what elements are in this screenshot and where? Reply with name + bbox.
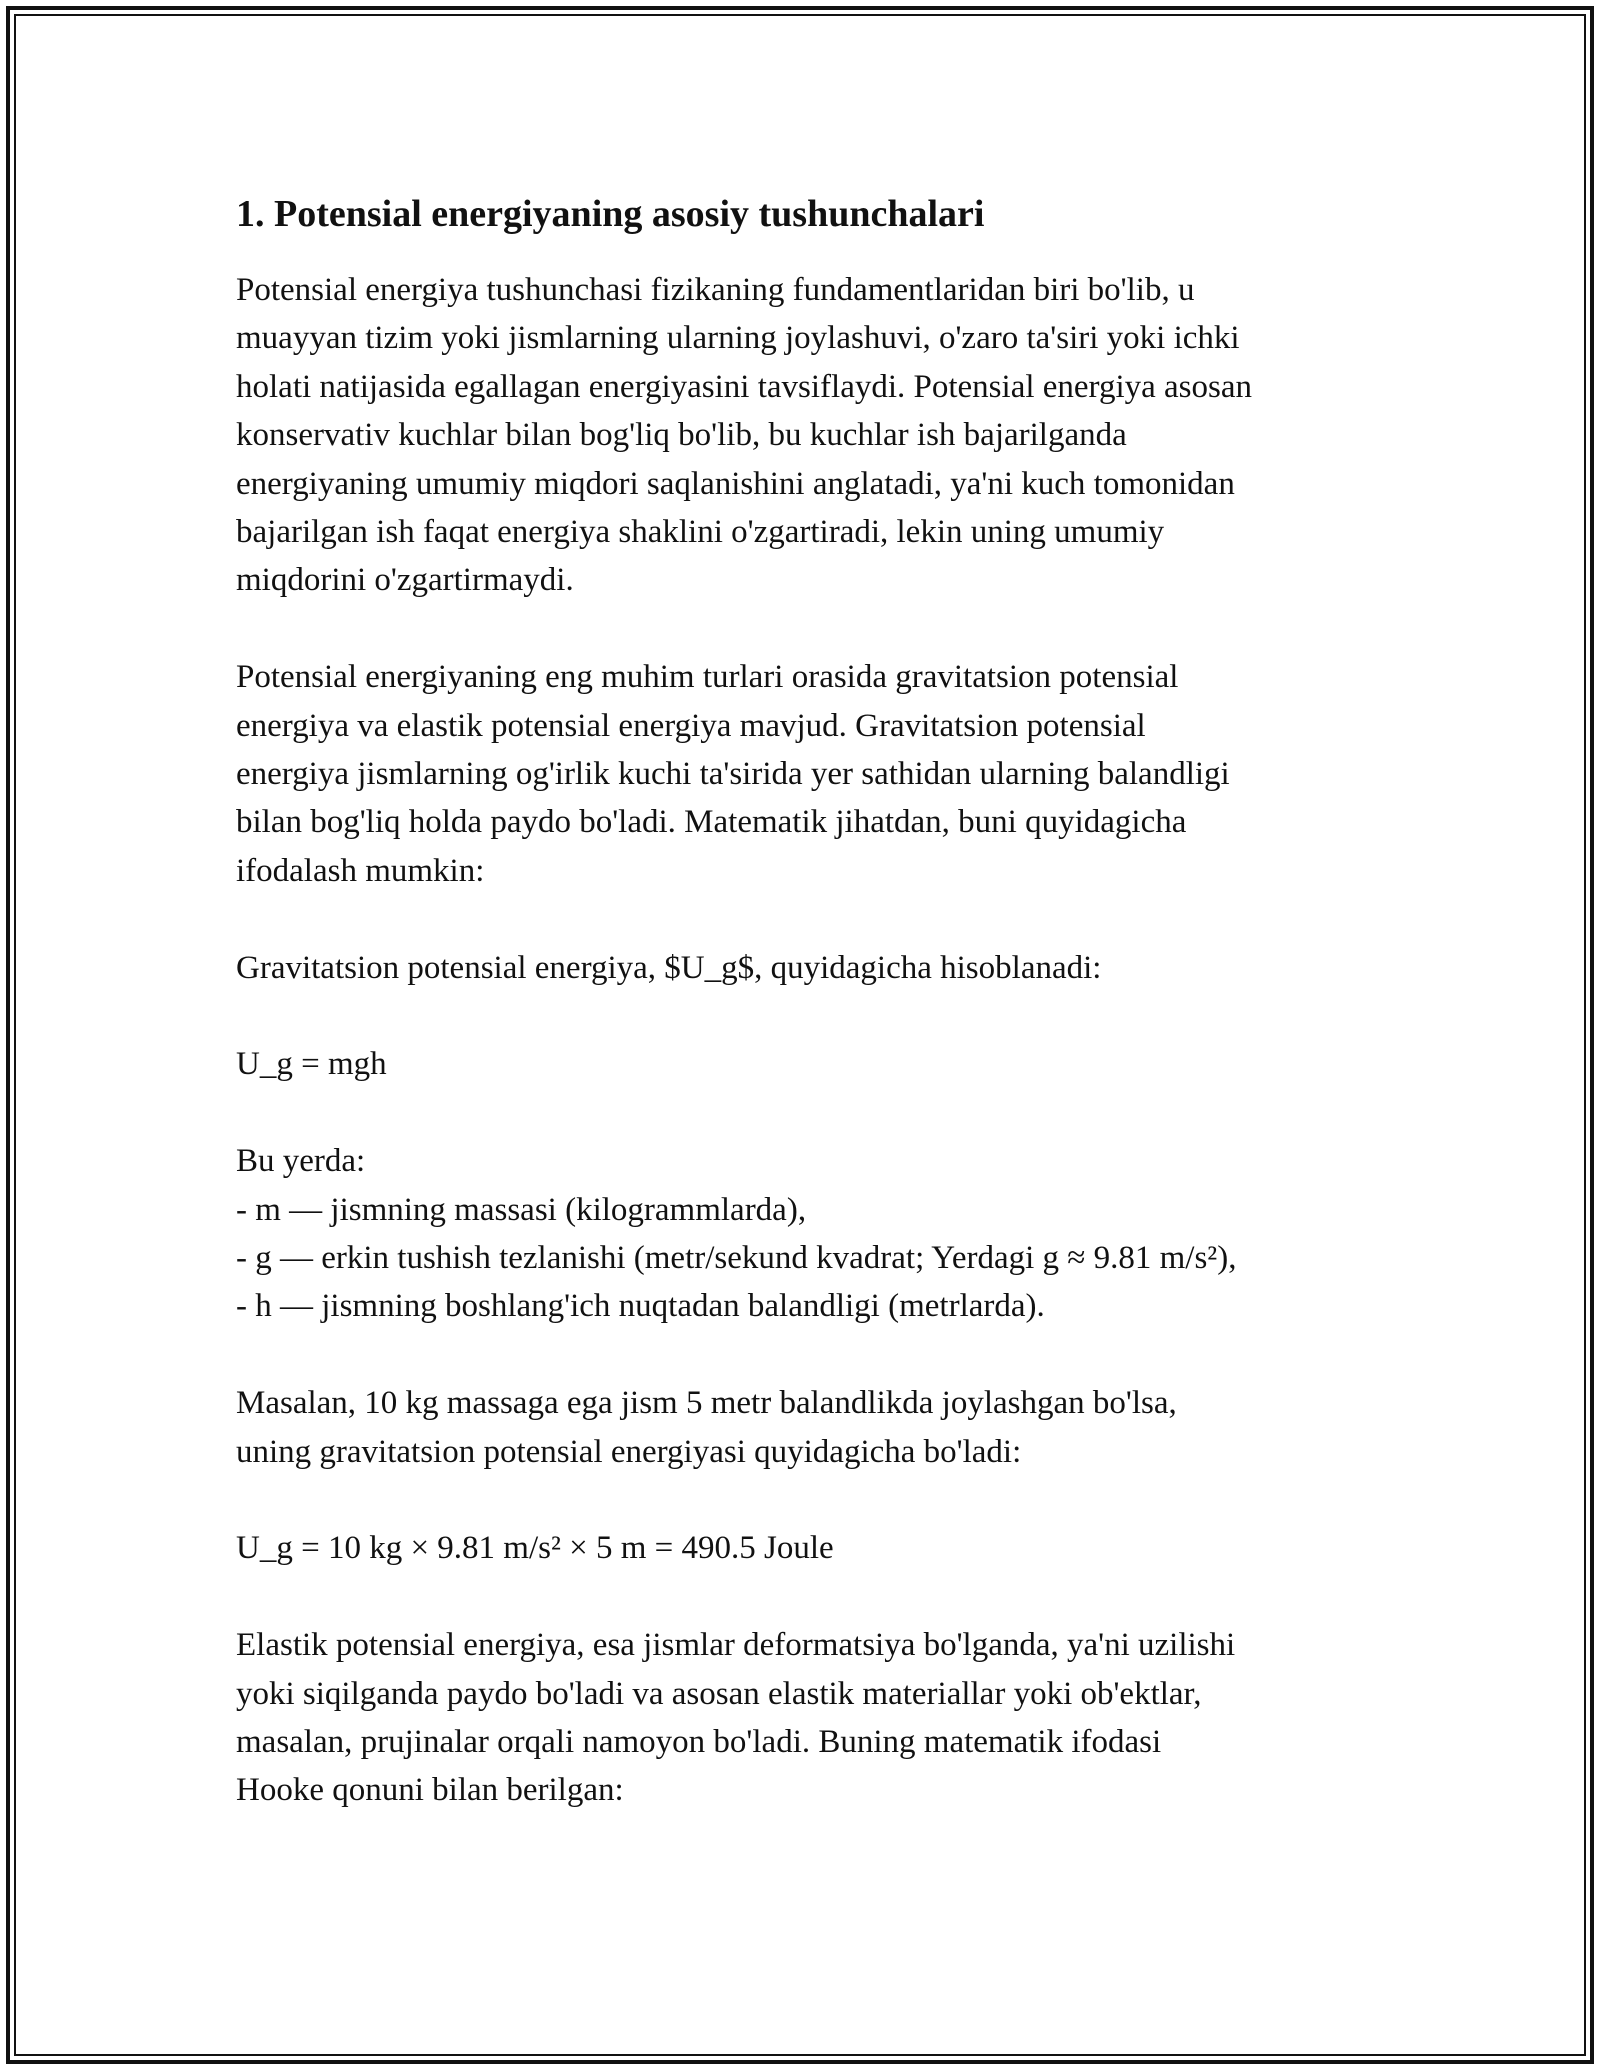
formula-example-result: U_g = 10 kg × 9.81 m/s² × 5 m = 490.5 Joule bbox=[236, 1530, 834, 1567]
paragraph-gap bbox=[236, 992, 1386, 1040]
document-body bbox=[236, 182, 1386, 1815]
paragraph-example: Masalan, 10 kg massaga ega jism 5 metr balandlikda joylashgan bo'lsa, uning gravitatsion potensial energiyasi quyidagicha bo'ladi: bbox=[236, 1385, 1177, 1470]
formula-gravitational: U_g = mgh bbox=[236, 1046, 387, 1083]
section-heading: 1. Potensial energiyaning asosiy tushunchalari bbox=[236, 193, 985, 235]
paragraph-gap bbox=[236, 1573, 1386, 1621]
paragraph-gap bbox=[236, 1331, 1386, 1379]
paragraph-formula-intro: Gravitatsion potensial energiya, $U_g$, quyidagicha hisoblanadi: bbox=[236, 949, 1102, 986]
paragraph-elastic: Elastik potensial energiya, esa jismlar deformatsiya bo'lganda, ya'ni uzilishi yoki siqilganda paydo bo'ladi va asosan elastik materiallar yoki ob'ektlar, masalan, prujinalar orqali namoyon bo'ladi. Buning matematik ifodasi Hooke qonuni bilan berilgan: bbox=[236, 1627, 1236, 1809]
variable-definitions: Bu yerda: - m — jismning massasi (kilogrammlarda), - g — erkin tushish tezlanishi (metr/sekund kvadrat; Yerdagi g ≈ 9.81 m/s²), - h — jismning boshlang'ich nuqtadan balandligi (metrlarda). bbox=[236, 1143, 1237, 1325]
paragraph-gap bbox=[236, 1089, 1386, 1137]
paragraph-intro: Potensial energiya tushunchasi fizikaning fundamentlaridan biri bo'lib, u muayyan tizim yoki jismlarning ularning joylashuvi, o'zaro ta'siri yoki ichki holati natijasida egallagan energiyasini tavsiflaydi. Potensial energiya asosan konservativ kuchlar bilan bog'liq bo'lib, bu kuchlar ish bajarilganda energiyaning umumiy miqdori saqlanishini anglatadi, ya'ni kuch tomonidan bajarilgan ish faqat energiya shaklini o'zgartiradi, lekin uning umumiy miqdorini o'zgartirmaydi. bbox=[236, 272, 1252, 599]
paragraph-gap bbox=[236, 895, 1386, 943]
paragraph-types: Potensial energiyaning eng muhim turlari orasida gravitatsion potensial energiya va elastik potensial energiya mavjud. Gravitatsion potensial energiya jismlarning og'irlik kuchi ta'sirida yer sathidan ularning balandligi bilan bog'liq holda paydo bo'ladi. Matematik jihatdan, buni quyidagicha ifodalash mumkin: bbox=[236, 659, 1230, 889]
paragraph-gap bbox=[236, 1476, 1386, 1524]
paragraph-gap bbox=[236, 605, 1386, 653]
